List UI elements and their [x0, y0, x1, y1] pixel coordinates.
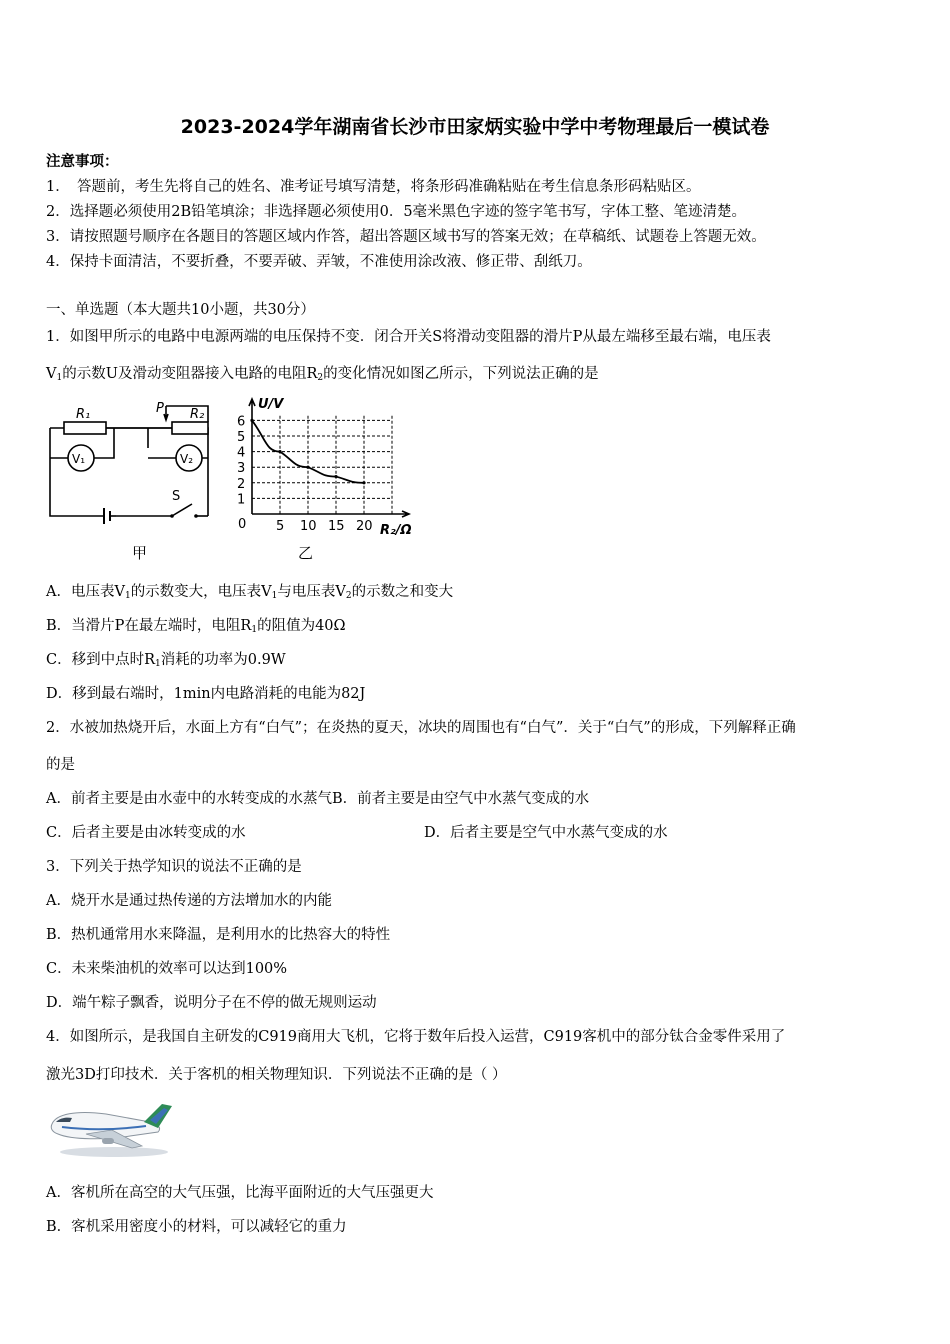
- graph-origin: 0: [238, 517, 247, 532]
- data-point: [334, 475, 337, 478]
- notice-item-2: 2．选择题必须使用2B铅笔填涂；非选择题必须使用0．5毫米黑色字迹的签字笔书写，字体工整、笔迹清楚。: [46, 204, 747, 220]
- q1-circuit-diagram: [44, 396, 224, 568]
- q1-option-c: C．移到中点时$R_1$消耗的功率为0.9W: [46, 652, 286, 669]
- r1-resistor: [64, 422, 106, 434]
- q2-option-ab: [46, 789, 589, 809]
- switch-s: [172, 504, 192, 516]
- section-heading: 一、单选题（本大题共10小题，共30分）: [46, 302, 315, 318]
- graph-ylabel: U/V: [258, 397, 284, 412]
- q1-stem-line2: $V_1$的示数U及滑动变阻器接入电路的电阻$R_2$的变化情况如图乙所示，下列说法正确的是: [46, 366, 599, 383]
- data-point: [278, 450, 281, 453]
- x-tick-label: 20: [356, 519, 373, 534]
- caption-jia: 甲: [132, 544, 148, 562]
- caption-yi: 乙: [298, 544, 314, 562]
- label-s: S: [172, 489, 181, 504]
- battery: [104, 508, 110, 524]
- y-tick-label: 3: [237, 461, 246, 477]
- q2-stem-line1: 2．水被加热烧开后，水面上方有“白气”；在炎热的夏天，冰块的周围也有“白气”．关于“白气”的形成，下列解释正确: [46, 720, 796, 736]
- q3-option-c: C．未来柴油机的效率可以达到100%: [46, 961, 288, 977]
- q2-option-d: D．后者主要是空气中水蒸气变成的水: [424, 825, 668, 841]
- q1-option-b: B．当滑片P在最左端时，电阻$R_1$的阻值为40Ω: [46, 618, 346, 635]
- y-tick-label: 2: [237, 476, 246, 492]
- x-axis: [252, 511, 409, 517]
- label-p: P: [156, 401, 164, 416]
- q2-option-c: C．后者主要是由冰转变成的水: [46, 825, 246, 841]
- notice-item-4: 4．保持卡面清洁，不要折叠，不要弄破、弄皱，不准使用涂改液、修正带、刮纸刀。: [46, 254, 592, 270]
- q1-option-a: A．电压表$V_1$的示数变大，电压表$V_1$与电压表$V_2$的示数之和变大: [46, 584, 454, 601]
- data-point: [250, 419, 253, 422]
- q4-stem-line1: 4．如图所示，是我国自主研发的C919商用大飞机，它将于数年后投入运营，C919客机中的部分钛合金零件采用了: [46, 1029, 786, 1045]
- q2-option-b: B．前者主要是由空气中水蒸气变成的水: [331, 791, 590, 807]
- y-axis: [249, 399, 255, 514]
- notice-heading: 注意事项：: [46, 153, 119, 170]
- q3-option-b: B．热机通常用水来降温，是利用水的比热容大的特性: [46, 927, 391, 943]
- graph-xlabel: R₂/Ω: [380, 523, 412, 538]
- notice-item-3: 3．请按照题号顺序在各题目的答题区域内作答，超出答题区域书写的答案无效；在草稿纸、试题卷上答题无效。: [46, 229, 766, 245]
- y-tick-label: 5: [237, 430, 246, 445]
- q4-option-a: A．客机所在高空的大气压强，比海平面附近的大气压强更大: [46, 1185, 434, 1201]
- data-point: [362, 481, 365, 484]
- q2-stem-line2: 的是: [46, 757, 75, 773]
- r2-resistor: [172, 422, 208, 434]
- q1-option-d: D．移到最右端时，1min内电路消耗的电能为82J: [46, 686, 366, 702]
- data-point: [306, 466, 309, 469]
- x-tick-label: 15: [328, 519, 345, 534]
- label-v2: V₂: [180, 452, 194, 466]
- y-tick-label: 1: [237, 492, 246, 508]
- x-tick-label: 5: [276, 519, 285, 534]
- q3-option-a: A．烧开水是通过热传递的方法增加水的内能: [46, 893, 332, 909]
- page-title: 2023-2024学年湖南省长沙市田家炳实验中学中考物理最后一模试卷: [180, 116, 770, 138]
- label-v1: V₁: [72, 452, 86, 466]
- q3-stem: 3．下列关于热学知识的说法不正确的是: [46, 859, 302, 875]
- label-r1: R₁: [76, 407, 91, 422]
- q3-option-d: D．端午粽子飘香，说明分子在不停的做无规则运动: [46, 995, 377, 1011]
- y-tick-label: 4: [237, 445, 246, 461]
- q1-graph: [232, 396, 422, 568]
- q2-option-a: A．前者主要是由水壶中的水转变成的水蒸气: [46, 791, 332, 807]
- x-tick-label: 10: [300, 519, 317, 534]
- q4-option-b: B．客机采用密度小的材料，可以减轻它的重力: [46, 1219, 347, 1235]
- airplane-illustration: [46, 1100, 182, 1160]
- q2-option-cd: [46, 823, 906, 843]
- q4-stem-line2: 激光3D打印技术．关于客机的相关物理知识．下列说法不正确的是（ ）: [46, 1067, 507, 1083]
- y-tick-label: 6: [237, 414, 246, 430]
- q1-stem-line1: 1．如图甲所示的电路中电源两端的电压保持不变．闭合开关S将滑动变阻器的滑片P从最左端移至最右端，电压表: [46, 329, 771, 345]
- notice-item-1: 1． 答题前，考生先将自己的姓名、准考证号填写清楚，将条形码准确粘贴在考生信息条形码粘贴区。: [46, 179, 701, 195]
- label-r2: R₂: [190, 407, 205, 422]
